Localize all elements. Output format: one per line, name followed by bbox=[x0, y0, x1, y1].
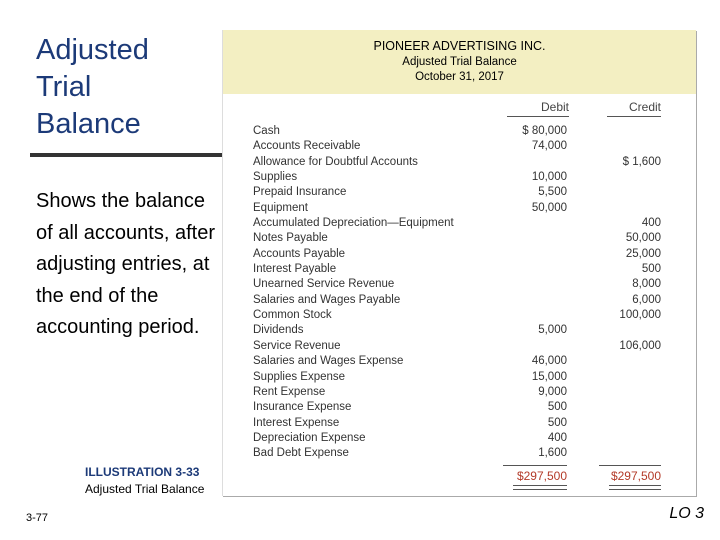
account-row bbox=[253, 277, 668, 292]
slide-description: Shows the balance of all accounts, after adjusting entries, at the end of the accounting period. bbox=[36, 190, 215, 338]
account-name: Interest Expense bbox=[253, 416, 340, 429]
account-name: Dividends bbox=[253, 324, 304, 337]
credit-column-header: Credit bbox=[607, 100, 661, 117]
account-row bbox=[253, 124, 668, 139]
account-name: Common Stock bbox=[253, 309, 332, 322]
debit-amount: 50,000 bbox=[531, 201, 567, 214]
account-name: Prepaid Insurance bbox=[253, 186, 347, 199]
account-row bbox=[253, 155, 668, 170]
company-name: PIONEER ADVERTISING INC. bbox=[373, 39, 546, 53]
account-row bbox=[253, 323, 668, 338]
account-name: Depreciation Expense bbox=[253, 431, 366, 444]
account-name: Salaries and Wages Expense bbox=[253, 355, 404, 368]
account-name: Accumulated Depreciation—Equipment bbox=[253, 217, 454, 230]
account-row bbox=[253, 139, 668, 154]
debit-column-header: Debit bbox=[507, 100, 569, 117]
debit-amount: $ 80,000 bbox=[522, 125, 567, 137]
debit-amount: 500 bbox=[547, 416, 567, 429]
account-name: Supplies Expense bbox=[253, 370, 346, 383]
account-row bbox=[253, 262, 668, 277]
account-row bbox=[253, 339, 668, 354]
account-row bbox=[253, 170, 668, 185]
account-name: Interest Payable bbox=[253, 263, 337, 276]
account-name: Salaries and Wages Payable bbox=[253, 293, 401, 306]
credit-amount: 25,000 bbox=[625, 247, 661, 260]
double-underline bbox=[609, 485, 661, 490]
credit-amount: $ 1,600 bbox=[622, 155, 661, 168]
account-list bbox=[253, 124, 668, 462]
title-line: Balance bbox=[36, 108, 141, 140]
account-name: Accounts Payable bbox=[253, 247, 346, 260]
debit-amount: 74,000 bbox=[531, 140, 567, 153]
title-line: Adjusted bbox=[36, 34, 149, 66]
double-underline bbox=[513, 485, 567, 490]
credit-amount: 106,000 bbox=[619, 339, 661, 352]
illustration-caption: Adjusted Trial Balance bbox=[85, 482, 205, 496]
credit-amount: 6,000 bbox=[632, 293, 661, 306]
statement-title: Adjusted Trial Balance bbox=[402, 56, 517, 68]
account-row bbox=[253, 308, 668, 323]
account-row bbox=[253, 431, 668, 446]
slide-title bbox=[36, 32, 216, 143]
trial-balance-illustration bbox=[222, 30, 696, 496]
debit-amount: 10,000 bbox=[531, 171, 567, 184]
credit-amount: 50,000 bbox=[625, 232, 661, 245]
total-debit: $297,500 bbox=[503, 465, 567, 484]
title-line: Trial bbox=[36, 71, 92, 103]
account-name: Rent Expense bbox=[253, 385, 326, 398]
account-row bbox=[253, 416, 668, 431]
debit-amount: 1,600 bbox=[538, 447, 567, 460]
account-row bbox=[253, 231, 668, 246]
account-row bbox=[253, 247, 668, 262]
account-row bbox=[253, 216, 668, 231]
account-name: Supplies bbox=[253, 171, 298, 184]
credit-amount: 100,000 bbox=[619, 309, 661, 322]
account-name: Accounts Receivable bbox=[253, 140, 361, 153]
account-row bbox=[253, 385, 668, 400]
account-name: Unearned Service Revenue bbox=[253, 278, 395, 291]
debit-amount: 46,000 bbox=[531, 355, 567, 368]
debit-amount: 400 bbox=[547, 431, 567, 444]
debit-amount: 500 bbox=[547, 401, 567, 414]
account-row bbox=[253, 185, 668, 200]
account-row bbox=[253, 370, 668, 385]
credit-amount: 400 bbox=[641, 217, 661, 230]
total-credit: $297,500 bbox=[599, 465, 661, 484]
account-row bbox=[253, 354, 668, 369]
account-row bbox=[253, 201, 668, 216]
account-name: Insurance Expense bbox=[253, 401, 352, 414]
account-row bbox=[253, 446, 668, 461]
debit-amount: 5,000 bbox=[538, 324, 567, 337]
account-name: Bad Debt Expense bbox=[253, 447, 349, 460]
account-name: Cash bbox=[253, 125, 280, 137]
learning-objective: LO 3 bbox=[669, 505, 704, 522]
account-name: Equipment bbox=[253, 201, 308, 214]
title-divider bbox=[30, 153, 230, 157]
illustration-number: ILLUSTRATION 3-33 bbox=[85, 465, 200, 479]
credit-amount: 500 bbox=[641, 263, 661, 276]
statement-date: October 31, 2017 bbox=[415, 71, 504, 83]
debit-amount: 5,500 bbox=[538, 186, 567, 199]
account-name: Allowance for Doubtful Accounts bbox=[253, 155, 418, 168]
credit-amount: 8,000 bbox=[632, 278, 661, 291]
account-row bbox=[253, 400, 668, 415]
trial-balance-header bbox=[223, 30, 696, 94]
account-name: Service Revenue bbox=[253, 339, 341, 352]
slide-number: 3-77 bbox=[26, 512, 49, 524]
debit-amount: 15,000 bbox=[531, 370, 567, 383]
account-row bbox=[253, 293, 668, 308]
account-name: Notes Payable bbox=[253, 232, 328, 245]
debit-amount: 9,000 bbox=[538, 385, 567, 398]
